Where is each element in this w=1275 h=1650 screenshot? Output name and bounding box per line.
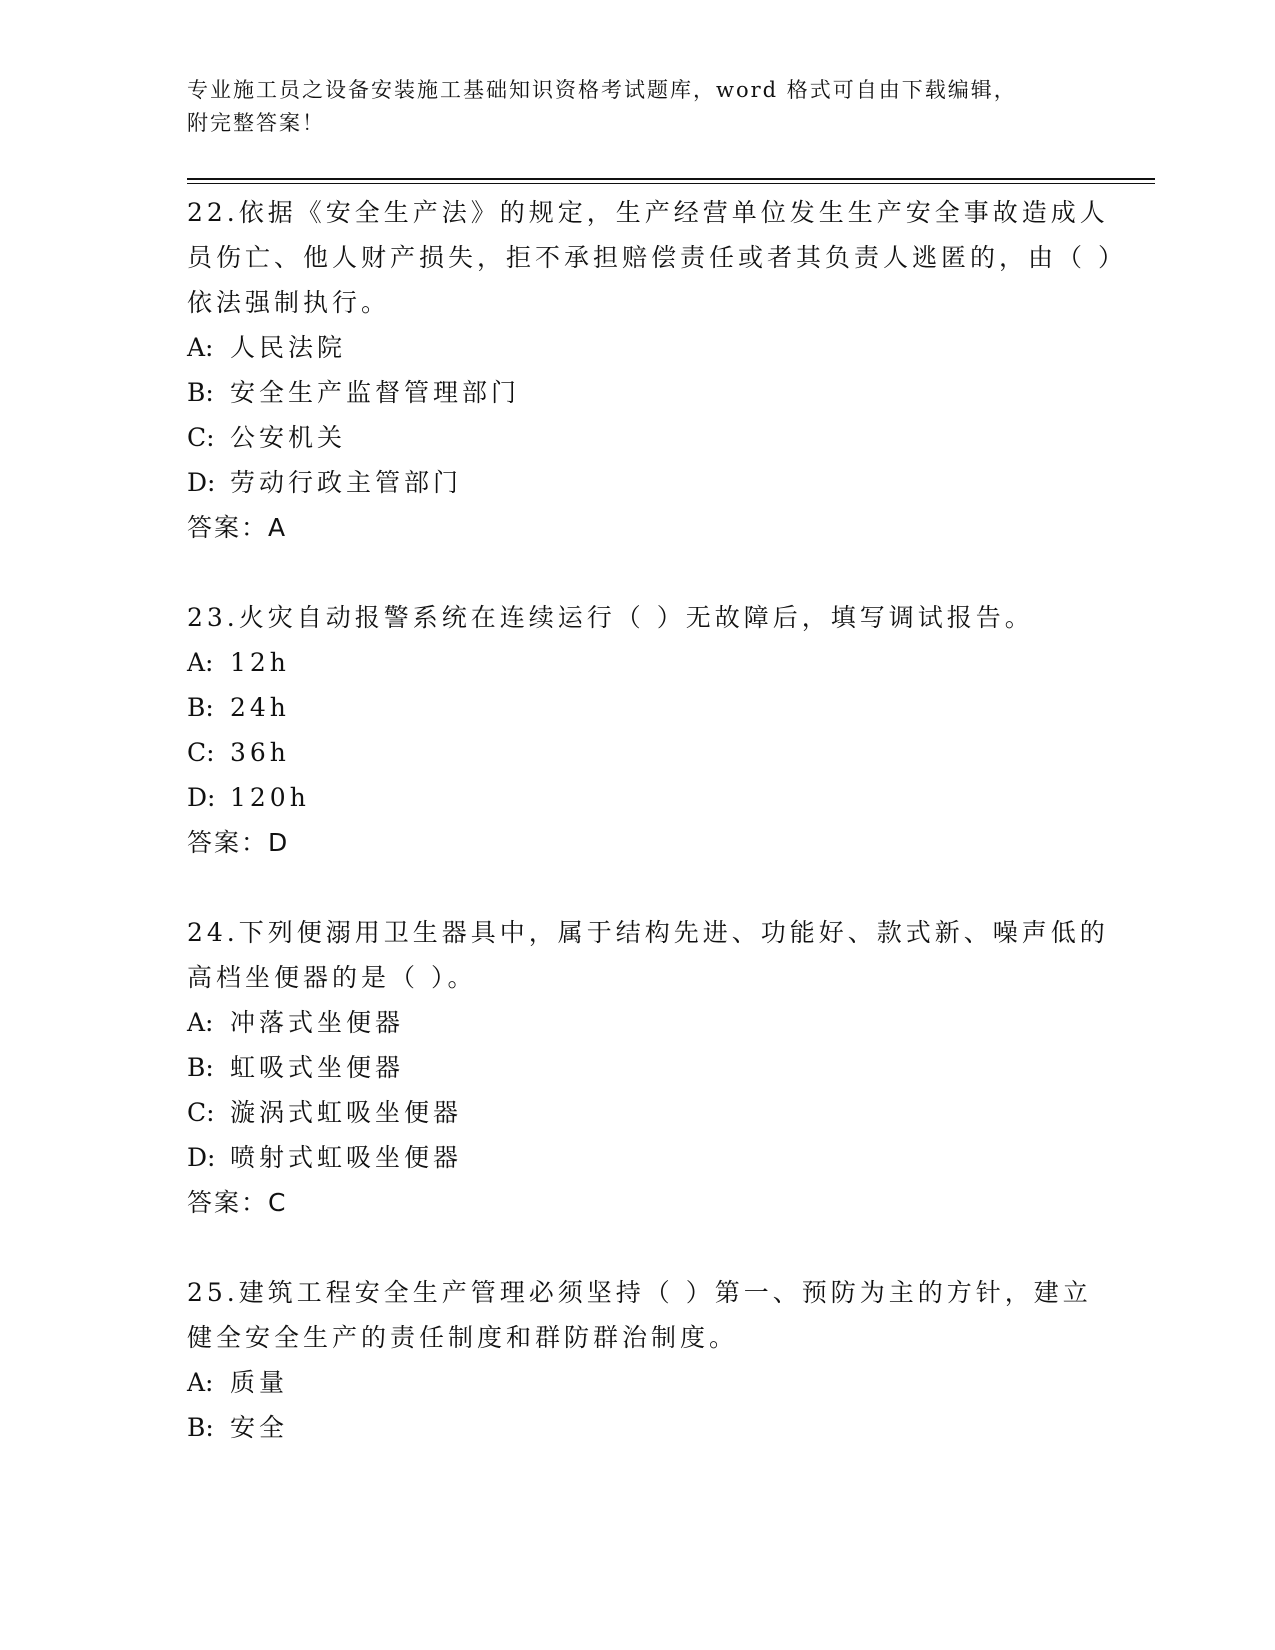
option-text: 劳动行政主管部门: [230, 468, 463, 497]
option-key: A:: [187, 1368, 214, 1397]
header-line-2: 附完整答案！: [187, 111, 325, 135]
question-stem: 24.下列便溺用卫生器具中，属于结构先进、功能好、款式新、噪声低的高档坐便器的是（ ）。: [187, 918, 1109, 992]
header-line-1: 专业施工员之设备安装施工基础知识资格考试题库，word 格式可自由下载编辑，: [187, 78, 1017, 102]
option-c: [187, 1090, 1117, 1135]
question-spacer: [187, 1226, 1117, 1270]
option-a: [187, 325, 1117, 370]
option-key: B:: [187, 378, 214, 407]
option-key: C:: [187, 423, 215, 452]
option-key: A:: [187, 1008, 214, 1037]
option-key: A:: [187, 648, 214, 677]
option-text: 质量: [230, 1368, 289, 1397]
option-key: D:: [187, 468, 216, 497]
option-b: [187, 370, 1117, 415]
question-list: [187, 190, 1117, 1450]
question-stem: 23.火灾自动报警系统在连续运行（ ）无故障后，填写调试报告。: [187, 603, 1034, 632]
option-key: B:: [187, 1053, 214, 1082]
option-key: B:: [187, 693, 214, 722]
option-text: 36h: [230, 738, 290, 767]
option-text: 人民法院: [230, 333, 347, 362]
option-c: [187, 730, 1117, 775]
option-b: [187, 1405, 1117, 1450]
option-d: [187, 460, 1117, 505]
question-stem: 25.建筑工程安全生产管理必须坚持（ ）第一、预防为主的方针，建立健全安全生产的责任制度和群防群治制度。: [187, 1278, 1092, 1352]
option-text: 24h: [230, 693, 290, 722]
answer-line: 答案：D: [187, 828, 290, 857]
option-text: 漩涡式虹吸坐便器: [230, 1098, 463, 1127]
option-d: [187, 1135, 1117, 1180]
option-b: [187, 685, 1117, 730]
question-25: [187, 1270, 1117, 1450]
option-d: [187, 775, 1117, 820]
option-c: [187, 415, 1117, 460]
option-text: 喷射式虹吸坐便器: [230, 1143, 463, 1172]
document-header: [187, 74, 1067, 140]
option-text: 冲落式坐便器: [230, 1008, 405, 1037]
option-text: 虹吸式坐便器: [230, 1053, 405, 1082]
answer-line: 答案：A: [187, 513, 288, 542]
option-text: 12h: [230, 648, 290, 677]
option-key: C:: [187, 738, 215, 767]
header-divider-thick: [187, 178, 1155, 180]
option-text: 公安机关: [230, 423, 347, 452]
option-text: 安全生产监督管理部门: [230, 378, 521, 407]
option-a: [187, 1360, 1117, 1405]
question-23: [187, 595, 1117, 866]
option-key: A:: [187, 333, 214, 362]
question-spacer: [187, 551, 1117, 595]
question-spacer: [187, 866, 1117, 910]
option-key: D:: [187, 783, 216, 812]
answer-line: 答案：C: [187, 1188, 288, 1217]
option-b: [187, 1045, 1117, 1090]
option-text: 120h: [230, 783, 310, 812]
question-24: [187, 910, 1117, 1226]
option-a: [187, 640, 1117, 685]
question-stem: 22.依据《安全生产法》的规定，生产经营单位发生生产安全事故造成人员伤亡、他人财产损失，拒不承担赔偿责任或者其负责人逃匿的，由（ ）依法强制执行。: [187, 198, 1115, 317]
header-divider-thin: [187, 183, 1155, 184]
option-key: C:: [187, 1098, 215, 1127]
option-text: 安全: [230, 1413, 289, 1442]
option-key: D:: [187, 1143, 216, 1172]
option-a: [187, 1000, 1117, 1045]
question-22: [187, 190, 1117, 551]
option-key: B:: [187, 1413, 214, 1442]
